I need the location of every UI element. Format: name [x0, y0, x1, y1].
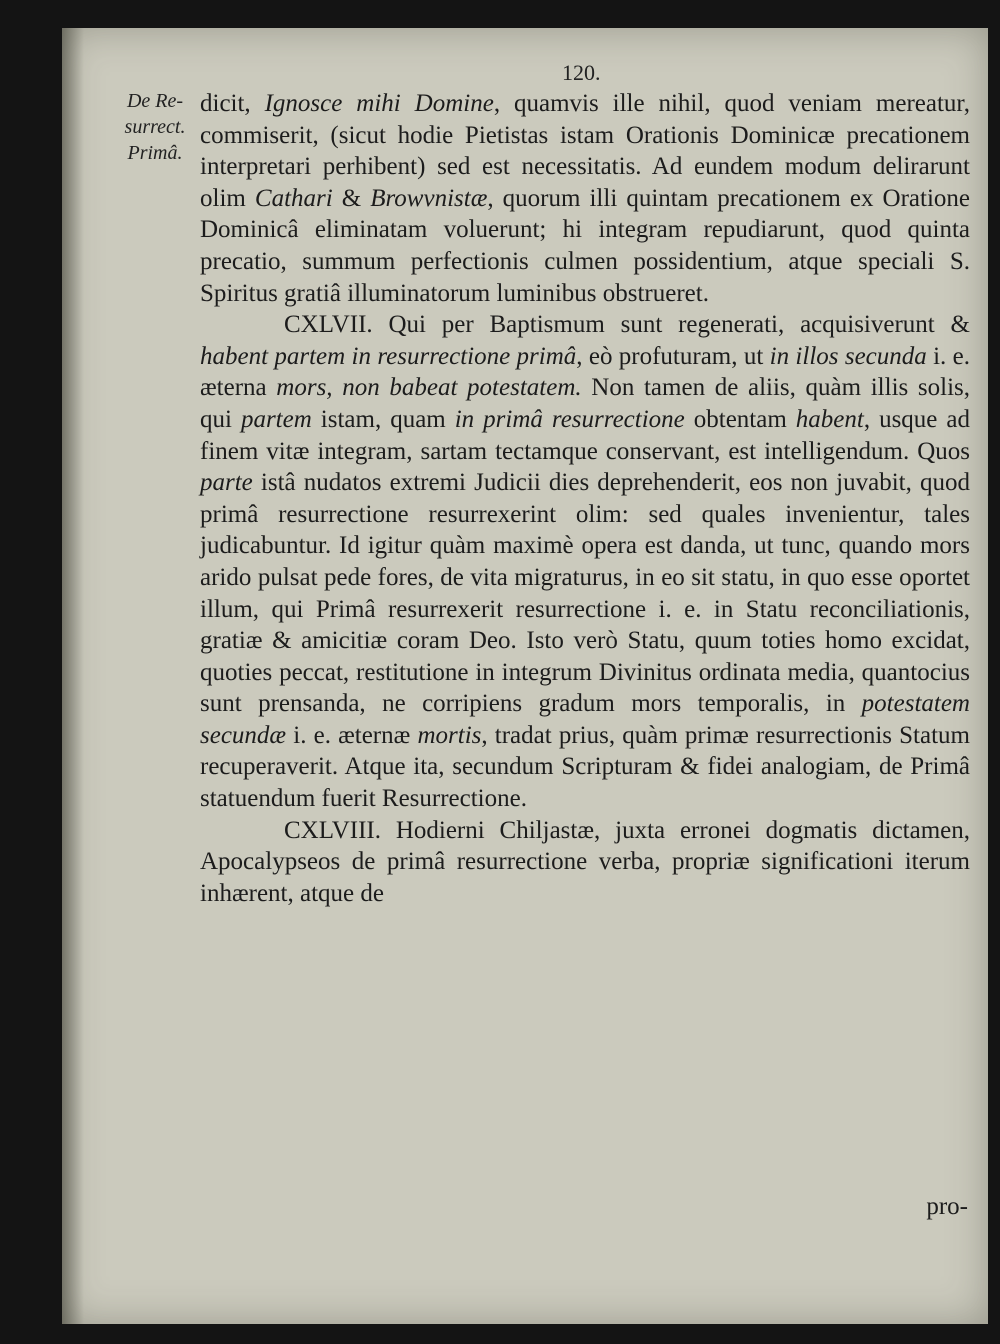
- italic-run: habent: [795, 405, 864, 433]
- text-run: Non tamen de aliis, quàm illis solis, qui: [200, 374, 970, 433]
- marginal-note-line: surrect.: [124, 116, 186, 138]
- text-run: i. e. æterna: [200, 342, 970, 402]
- text-run: , quorum illi quintam precationem ex Oratione Dominicâ eliminatam voluerunt; hi integram repudiarunt, quod quinta precatio, summum perfectionis culmen possidentium, atque speciali S. Spiritus gratiâ illuminatorum luminibus obstrueret.: [200, 184, 970, 307]
- italic-run: mortis: [417, 721, 482, 749]
- paragraph-1: [200, 88, 970, 309]
- marginal-note: [100, 88, 210, 166]
- italic-run: parte: [200, 469, 253, 497]
- paragraph-cxlviii: CXLVIII. Hodierni Chiljastæ, juxta erronei dogmatis dictamen, Apocalypseos de primâ resurrectione verba, propriæ significationi iterum inhærent, atque de: [200, 816, 970, 907]
- text-run: dicit,: [200, 90, 265, 117]
- italic-run: in primâ resurrectione: [454, 405, 685, 433]
- text-run: , quamvis ille nihil, quod veniam mereatur, commiserit, (sicut hodie Pietistas istam Orationis Dominicæ precationem interpretari perhibent) sed est necessitatis. Ad eundem modum delirarunt olim: [200, 90, 971, 212]
- italic-run: in illos secunda: [769, 342, 927, 370]
- italic-run: potestatem secundæ: [200, 690, 970, 749]
- text-run: , eò profuturam, ut: [576, 342, 770, 370]
- italic-run: partem: [240, 405, 312, 433]
- text-run: obtentam: [684, 405, 796, 433]
- catchword: pro-: [926, 1193, 968, 1220]
- text-run: &: [332, 184, 371, 212]
- text-run: , tradat prius, quàm primæ resurrectionis Statum recuperaverit. Atque ita, secundum Scripturam & fidei analogiam, de Primâ statuendum fuerit Resurrectione.: [200, 721, 970, 813]
- body-text: [200, 88, 970, 909]
- page-number: 120.: [562, 60, 601, 85]
- text-run: , usque ad finem vitæ integram, sartam tectamque conservant, est intelligendum. Quos: [200, 405, 970, 465]
- marginal-note-line: De Re-: [126, 90, 184, 112]
- book-page: [62, 28, 988, 1324]
- italic-run: Cathari: [254, 184, 333, 212]
- paragraph-cxlvii: [200, 309, 970, 815]
- text-run: istam, quam: [311, 405, 455, 433]
- text-run: istâ nudatos extremi Judicii dies deprehenderit, eos non juvabit, quod primâ resurrectione resurrexerint olim: sed quales invenientur, tales judicabuntur. Id igitur quàm maximè opera est danda, ut tunc, quando mors arido pulsat pede fores, de vita migraturus, in eo sit statu, in quo esse oportet illum, qui Primâ resurrexerit resurrectione i. e. in Statu reconciliationis, gratiæ & amicitiæ coram Deo. Isto verò Statu, quum toties homo excidat, quoties peccat, restitutione in integrum Divinitus ordinata media, quantocius sunt prensanda, ne corripiens gradum mors temporalis, in: [200, 469, 970, 718]
- marginal-note-line: Primâ.: [127, 142, 183, 164]
- italic-run: mors, non babeat potestatem.: [276, 374, 582, 402]
- italic-run: habent partem in resurrectione primâ: [200, 342, 577, 370]
- italic-run: Ignosce mihi Domine: [264, 90, 494, 117]
- text-run: i. e. æternæ: [286, 721, 418, 749]
- text-run: CXLVII. Qui per Baptismum sunt regenerati, acquisiverunt &: [284, 311, 970, 339]
- italic-run: Browvnistæ: [370, 184, 488, 212]
